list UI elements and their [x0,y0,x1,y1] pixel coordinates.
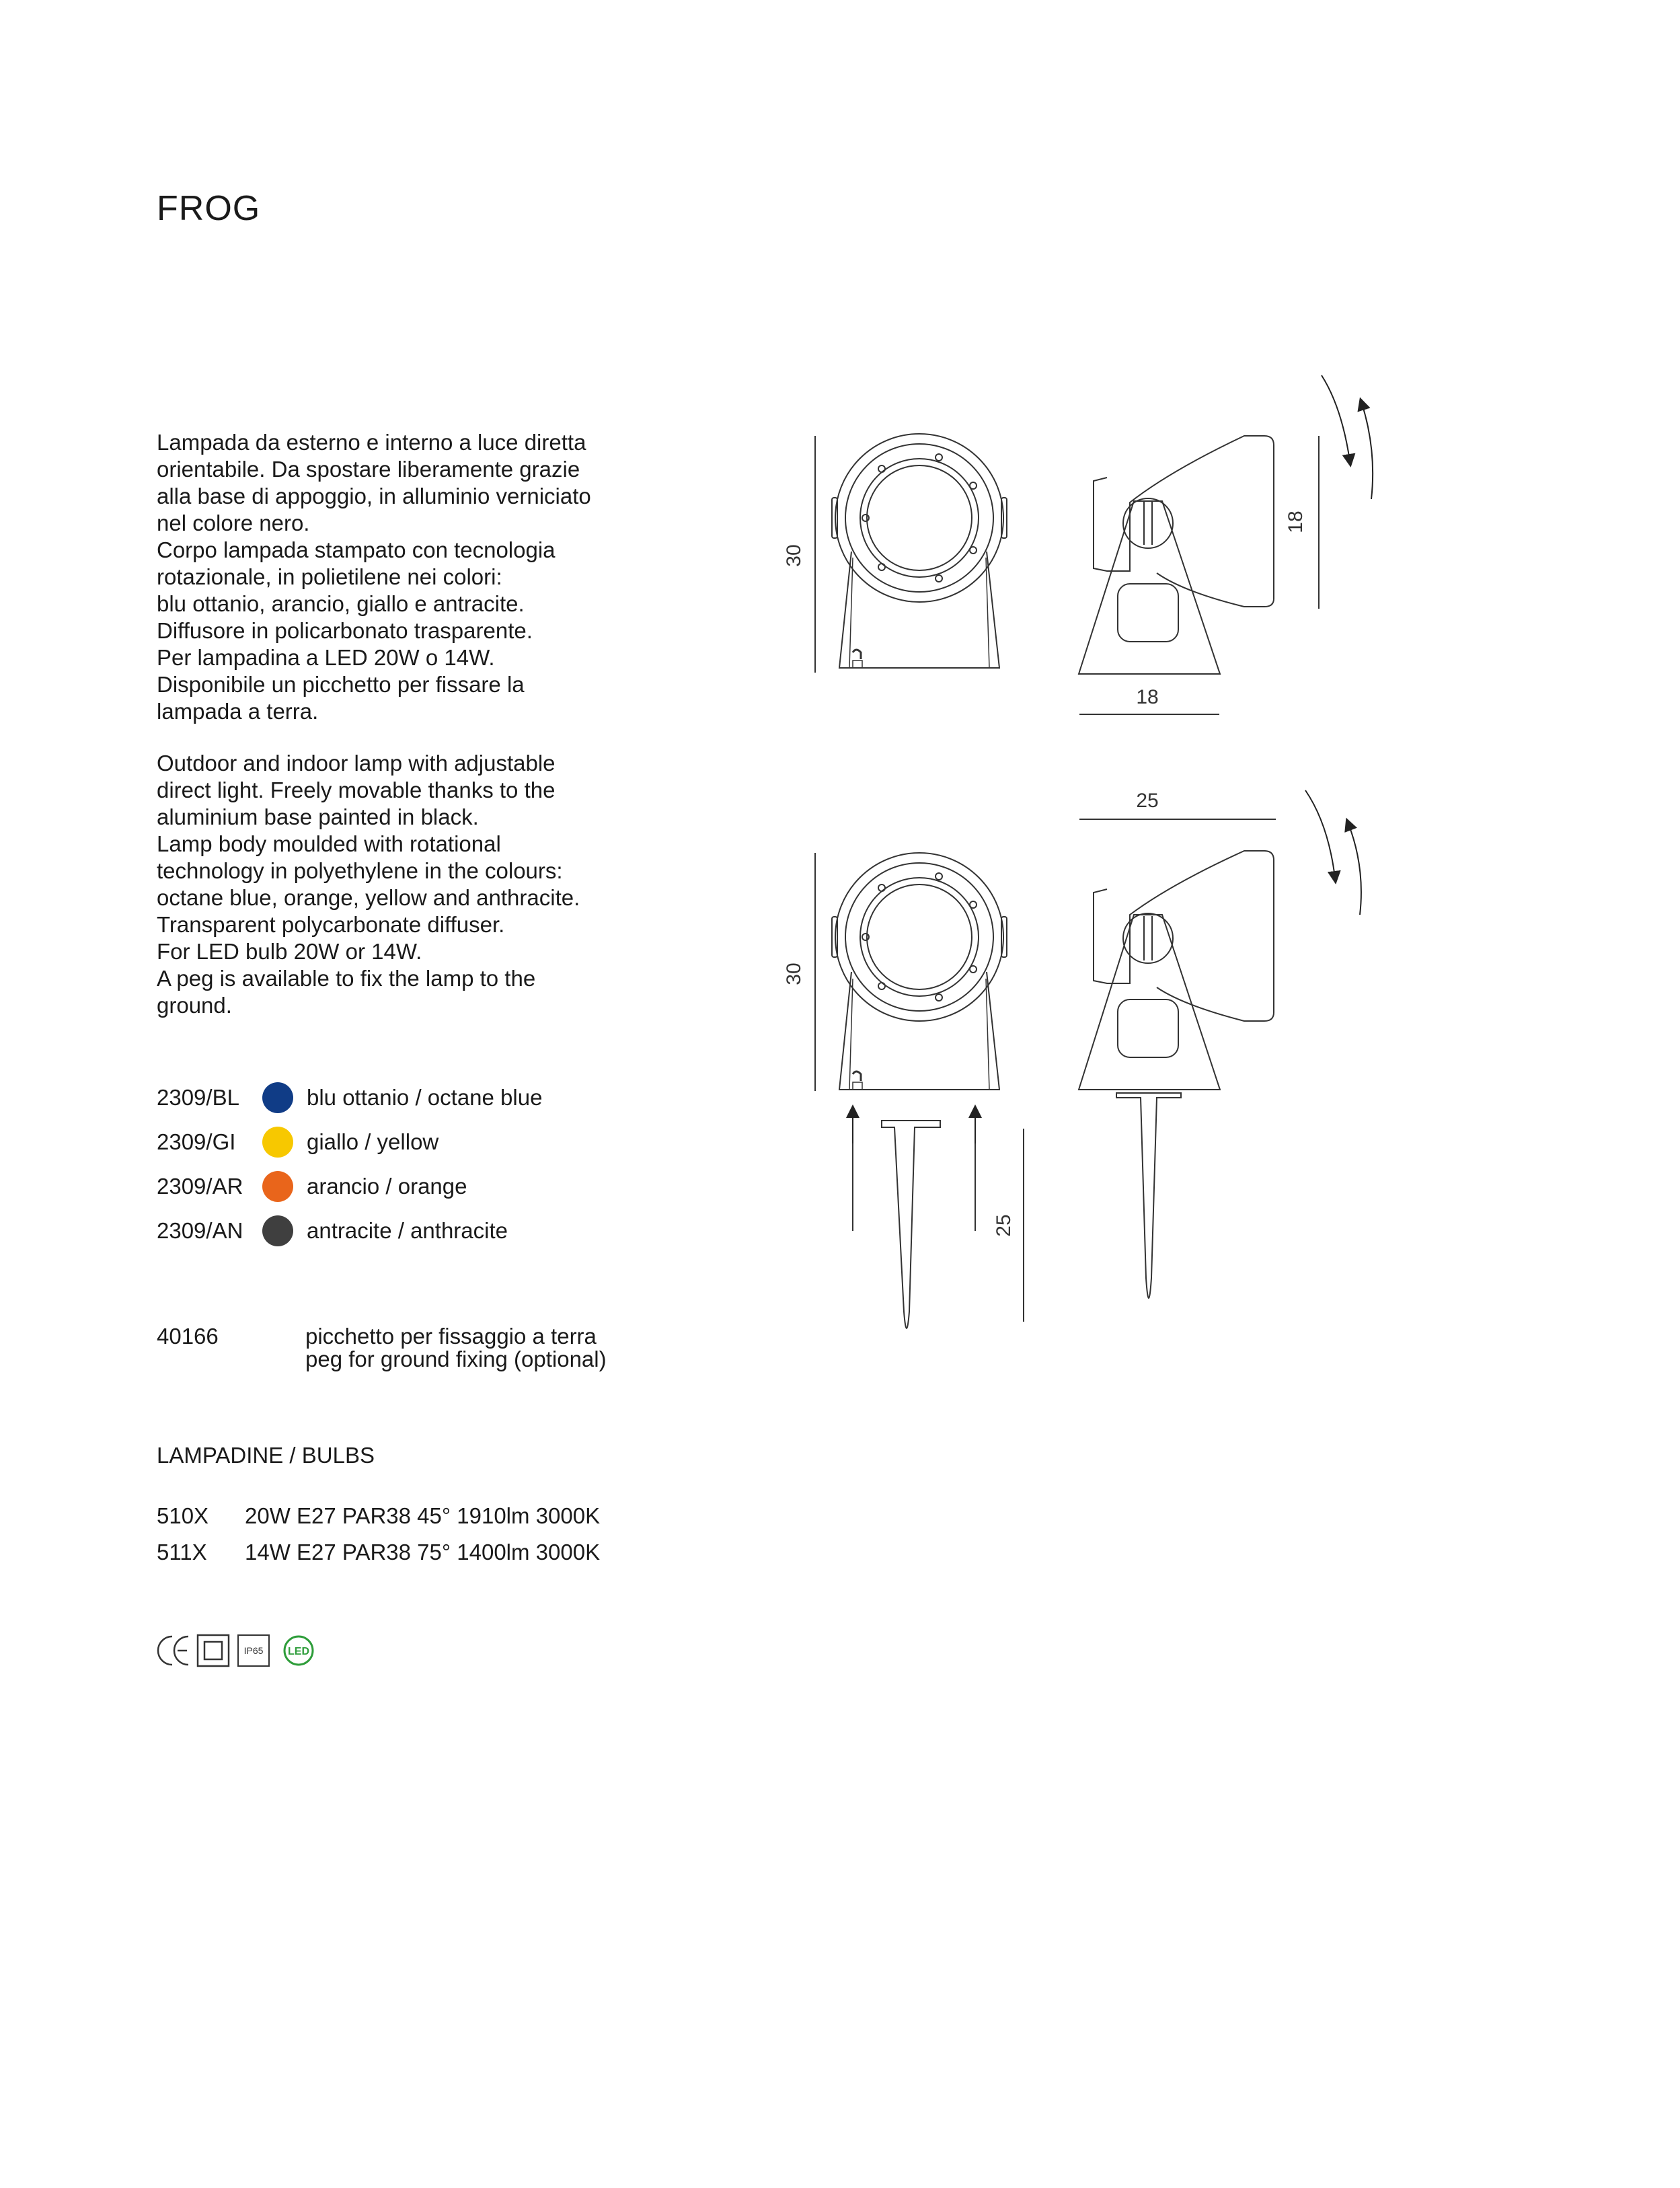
color-code: 2309/AR [157,1174,243,1199]
description-line: orientabile. Da spostare liberamente grazie [157,457,580,482]
bottom-front-view [815,853,1024,1328]
bottom-side-view [1079,819,1276,1298]
rotation-arrow-icon [1305,790,1335,878]
description-line: Lamp body moulded with rotational [157,831,501,856]
description-line: Per lampadina a LED 20W o 14W. [157,645,495,670]
description-line: alla base di appoggio, in alluminio verniciato [157,484,591,508]
description-line: Corpo lampada stampato con tecnologia [157,537,556,562]
color-label: blu ottanio / octane blue [307,1085,543,1110]
dimension-label: 30 [783,963,805,985]
dimension-label: 18 [1136,686,1159,708]
description-line: Diffusore in policarbonato trasparente. [157,618,533,643]
bulbs-heading: LAMPADINE / BULBS [157,1443,375,1468]
description-line: Transparent polycarbonate diffuser. [157,912,505,937]
color-code: 2309/AN [157,1218,243,1243]
accessory-code: 40166 [157,1324,219,1349]
dimension-label: 25 [1136,790,1159,812]
description-line: aluminium base painted in black. [157,804,479,829]
color-label: antracite / anthracite [307,1218,508,1243]
bulb-code: 511X [157,1540,207,1564]
accessory-line-it: picchetto per fissaggio a terra [305,1324,597,1349]
color-label: arancio / orange [307,1174,467,1199]
description-line: lampada a terra. [157,699,319,724]
ip65-label: IP65 [243,1645,264,1656]
color-code: 2309/GI [157,1129,236,1154]
description-line: For LED bulb 20W or 14W. [157,939,422,964]
description-line: technology in polyethylene in the colours: [157,858,563,883]
bulb-code: 510X [157,1503,209,1528]
rotation-arrow-icon [1348,824,1361,915]
description-line: Outdoor and indoor lamp with adjustable [157,751,556,776]
description-line: direct light. Freely movable thanks to the [157,778,556,802]
color-code: 2309/BL [157,1085,239,1110]
dimension-label: 18 [1285,511,1307,533]
dimension-label: 25 [993,1214,1015,1237]
top-front-view [815,434,1007,673]
dimension-label: 30 [783,544,805,567]
description-line: A peg is available to fix the lamp to the [157,966,536,991]
rotation-arrow-icon [1362,404,1373,499]
description-line: ground. [157,993,232,1018]
led-label: LED [288,1646,309,1657]
description-line: rotazionale, in polietilene nei colori: [157,564,502,589]
description-line: nel colore nero. [157,511,310,535]
product-title: FROG [157,189,261,228]
rotation-arrow-icon [1322,375,1350,461]
accessory-line-en: peg for ground fixing (optional) [305,1347,607,1371]
description-line: blu ottanio, arancio, giallo e antracite. [157,591,525,616]
bulb-spec: 14W E27 PAR38 75° 1400lm 3000K [245,1540,601,1564]
color-label: giallo / yellow [307,1129,439,1154]
bulb-spec: 20W E27 PAR38 45° 1910lm 3000K [245,1503,601,1528]
description-line: octane blue, orange, yellow and anthracite. [157,885,580,910]
description-line: Disponibile un picchetto per fissare la [157,672,525,697]
top-side-view [1079,436,1319,714]
description-line: Lampada da esterno e interno a luce diretta [157,430,586,455]
